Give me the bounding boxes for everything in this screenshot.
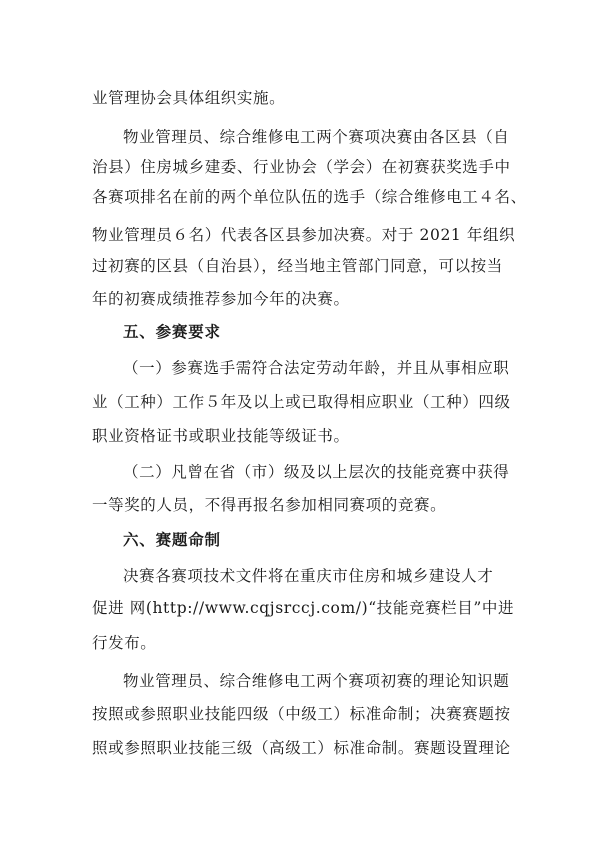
text-line: 业管理协会具体组织实施。 — [92, 89, 286, 107]
section-heading: 六、赛题命制 — [123, 531, 221, 549]
text-line: 照或参照职业技能三级（高级工）标准命制。赛题设置理论 — [92, 739, 511, 757]
text-line: 治县）住房城乡建委、行业协会（学会）在初赛获奖选手中 — [92, 158, 511, 176]
text-line: （一）参赛选手需符合法定劳动年龄，并且从事相应职 — [123, 359, 510, 377]
text-line: 年的初赛成绩推荐参加今年的决赛。 — [92, 290, 350, 308]
text-line: 各赛项排名在前的两个单位队伍的选手（综合维修电工４名、 — [92, 188, 527, 206]
text-line: 行发布。 — [92, 634, 157, 652]
text-line: 促进 网(http://www.cqjsrccj.com/)“技能竞赛栏目”中进 — [92, 599, 515, 617]
text-line: 按照或参照职业技能四级（中级工）标准命制；决赛赛题按 — [92, 705, 511, 723]
text-line: （二）凡曾在省（市）级及以上层次的技能竞赛中获得 — [123, 463, 510, 481]
section-heading: 五、参赛要求 — [123, 323, 221, 341]
text-line: 决赛各赛项技术文件将在重庆市住房和城乡建设人才 — [123, 567, 494, 585]
text-line: 物业管理员６名）代表各区县参加决赛。对于 2021 年组织 — [92, 226, 516, 244]
text-line: 物业管理员、综合维修电工两个赛项决赛由各区县（自 — [123, 128, 510, 146]
text-line: 物业管理员、综合维修电工两个赛项初赛的理论知识题 — [123, 672, 510, 690]
text-line: 过初赛的区县（自治县），经当地主管部门同意，可以按当 — [92, 257, 503, 275]
text-line: 职业资格证书或职业技能等级证书。 — [92, 427, 350, 445]
text-line: 业（工种）工作５年及以上或已取得相应职业（工种）四级 — [92, 393, 511, 411]
text-line: 一等奖的人员，不得再报名参加相同赛项的竞赛。 — [92, 496, 447, 514]
